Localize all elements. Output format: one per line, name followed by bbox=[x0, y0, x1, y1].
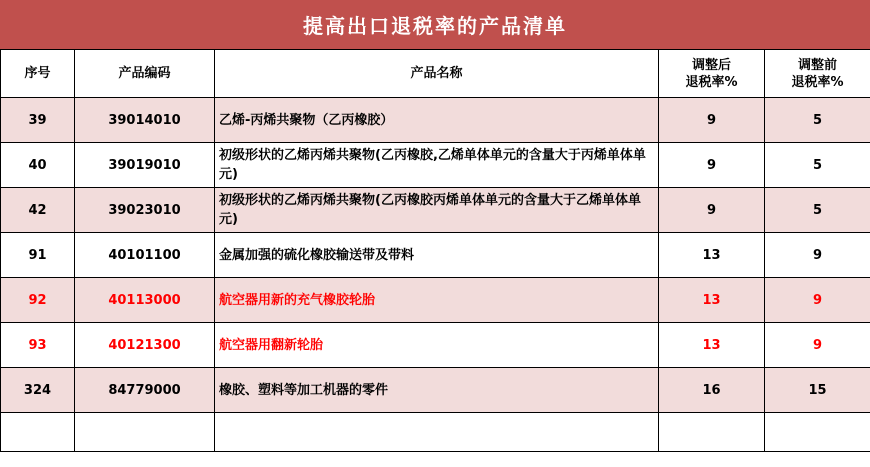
product-table bbox=[0, 49, 870, 452]
cell-seq[interactable]: 42 bbox=[1, 188, 75, 233]
header-row bbox=[1, 50, 870, 98]
cell-name[interactable]: 乙烯-丙烯共聚物（乙丙橡胶） bbox=[215, 98, 659, 143]
header-code[interactable]: 产品编码 bbox=[75, 50, 215, 98]
empty-cell[interactable] bbox=[1, 413, 75, 452]
cell-after[interactable]: 9 bbox=[659, 98, 765, 143]
cell-code[interactable]: 39019010 bbox=[75, 143, 215, 188]
cell-code[interactable]: 40121300 bbox=[75, 323, 215, 368]
cell-after[interactable]: 9 bbox=[659, 143, 765, 188]
cell-name[interactable]: 初级形状的乙烯丙烯共聚物(乙丙橡胶,乙烯单体单元的含量大于丙烯单体单元) bbox=[215, 143, 659, 188]
cell-seq[interactable]: 39 bbox=[1, 98, 75, 143]
cell-seq[interactable]: 91 bbox=[1, 233, 75, 278]
table-row bbox=[1, 98, 870, 143]
cell-before[interactable]: 5 bbox=[765, 188, 870, 233]
cell-after[interactable]: 13 bbox=[659, 278, 765, 323]
cell-name[interactable]: 航空器用新的充气橡胶轮胎 bbox=[215, 278, 659, 323]
cell-after[interactable]: 13 bbox=[659, 323, 765, 368]
cell-after[interactable]: 13 bbox=[659, 233, 765, 278]
header-name[interactable]: 产品名称 bbox=[215, 50, 659, 98]
cell-code[interactable]: 40113000 bbox=[75, 278, 215, 323]
cell-after[interactable]: 16 bbox=[659, 368, 765, 413]
cell-before[interactable]: 9 bbox=[765, 233, 870, 278]
cell-code[interactable]: 39023010 bbox=[75, 188, 215, 233]
cell-after[interactable]: 9 bbox=[659, 188, 765, 233]
table-row-highlighted bbox=[1, 323, 870, 368]
header-before-line2: 退税率% bbox=[791, 74, 844, 90]
cell-before[interactable]: 5 bbox=[765, 143, 870, 188]
header-seq[interactable]: 序号 bbox=[1, 50, 75, 98]
header-after-rate[interactable] bbox=[659, 50, 765, 98]
cell-before[interactable]: 15 bbox=[765, 368, 870, 413]
empty-row bbox=[1, 413, 870, 452]
header-before-rate[interactable] bbox=[765, 50, 870, 98]
cell-code[interactable]: 84779000 bbox=[75, 368, 215, 413]
table-row-highlighted bbox=[1, 278, 870, 323]
empty-cell[interactable] bbox=[765, 413, 870, 452]
cell-name[interactable]: 初级形状的乙烯丙烯共聚物(乙丙橡胶丙烯单体单元的含量大于乙烯单体单元) bbox=[215, 188, 659, 233]
header-before-line1: 调整前 bbox=[797, 57, 837, 73]
cell-before[interactable]: 5 bbox=[765, 98, 870, 143]
cell-code[interactable]: 39014010 bbox=[75, 98, 215, 143]
cell-seq[interactable]: 92 bbox=[1, 278, 75, 323]
empty-cell[interactable] bbox=[215, 413, 659, 452]
table-row bbox=[1, 368, 870, 413]
cell-code[interactable]: 40101100 bbox=[75, 233, 215, 278]
cell-seq[interactable]: 93 bbox=[1, 323, 75, 368]
cell-name[interactable]: 橡胶、塑料等加工机器的零件 bbox=[215, 368, 659, 413]
cell-seq[interactable]: 324 bbox=[1, 368, 75, 413]
empty-cell[interactable] bbox=[75, 413, 215, 452]
header-after-line2: 退税率% bbox=[685, 74, 738, 90]
cell-name[interactable]: 航空器用翻新轮胎 bbox=[215, 323, 659, 368]
cell-seq[interactable]: 40 bbox=[1, 143, 75, 188]
empty-cell[interactable] bbox=[659, 413, 765, 452]
table-row bbox=[1, 233, 870, 278]
cell-before[interactable]: 9 bbox=[765, 278, 870, 323]
table-row bbox=[1, 143, 870, 188]
cell-before[interactable]: 9 bbox=[765, 323, 870, 368]
cell-name[interactable]: 金属加强的硫化橡胶输送带及带料 bbox=[215, 233, 659, 278]
header-after-line1: 调整后 bbox=[691, 57, 731, 73]
table-row bbox=[1, 188, 870, 233]
sheet-title[interactable]: 提高出口退税率的产品清单 bbox=[0, 0, 870, 50]
